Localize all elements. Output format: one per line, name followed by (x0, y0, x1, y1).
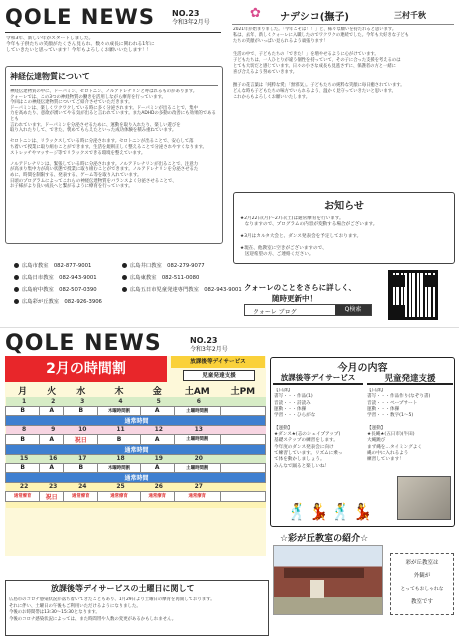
after-school-line: 基礎ステップの練習をします。 (274, 438, 338, 444)
day-header: 木 (114, 387, 124, 397)
child-line: 【日課】 (367, 388, 386, 393)
schedule-cell (220, 491, 265, 501)
issue-info-top (172, 9, 210, 27)
notice-line: ★現在、他教室に空きがございますので、 (240, 246, 327, 251)
schedule-cell: 通常療育 (6, 491, 40, 501)
schedule-cell: A (40, 406, 64, 415)
article-line: お子様がより良い成長へと繋がるように療育を行っています。 (10, 184, 133, 190)
staff-line: 喜び合えるよう努めていきます。 (233, 70, 298, 76)
notice-line: なりますので、プログラムの内容が変動する場合がございます。 (240, 222, 378, 227)
date-number: 13 (194, 426, 203, 433)
after-school-body (274, 388, 364, 488)
day-header: 月 (18, 387, 28, 397)
article-line: 言われています。ドーパミンを分泌させるために、運動を取り入れたり、楽しい遊びを (10, 122, 181, 128)
article-line: ち着いて授業に取り組むことができます。生活を規則正しく整えることで分泌されやすくなります。 (10, 144, 207, 150)
intro-box (390, 553, 454, 615)
article-title: 神経伝達物質について (10, 72, 90, 81)
child-line: 音読・・・ぺープサート (367, 400, 418, 406)
day-header: 火 (47, 387, 57, 397)
after-school-line: 【日課】 (274, 388, 293, 393)
after-school-line: ★ダンス★(志のシェイプアップ) (274, 432, 341, 438)
after-school-title: 放課後等デイサービス (273, 372, 363, 385)
schedule-cell: B (6, 434, 40, 444)
schedule-cell: B (6, 463, 40, 472)
schedule-cell: 木曜時間割 (98, 463, 140, 472)
intro-line: とってもおしゃれな (400, 587, 444, 592)
date-number: 8 (22, 426, 27, 433)
date-number (220, 482, 265, 491)
month-box (270, 357, 455, 527)
child-line: 【運動】 (367, 425, 386, 431)
flower-icon: ✿ (250, 6, 261, 21)
saturday-line: 広島市のコロナ感染状況が落ち着いてきたこともあり、1月29日より土曜日の療育を再開しております。 (9, 597, 215, 602)
schedule-cell: 通常療育 (98, 491, 140, 501)
date-number (220, 454, 265, 463)
intro-line: 外観が (413, 573, 431, 579)
classroom-photo (273, 545, 383, 615)
page-fold (0, 327, 459, 328)
contact-item: 広島府中教室 082-507-0390 (14, 286, 97, 295)
saturday-title: 放課後等デイサービスの土曜日に関して (51, 584, 195, 593)
article-box (5, 66, 223, 244)
greeting (6, 36, 220, 56)
date-number: 11 (116, 426, 125, 433)
notice-line: ★2月22日(月)〜27日(土)は通常療育を行います。 (240, 216, 344, 221)
follow-line2: 随時更新中！ (272, 294, 317, 303)
schedule-cell: 通常療育 (64, 491, 98, 501)
schedule-cell (220, 406, 265, 415)
date-number: 16 (49, 455, 58, 462)
article-body (10, 89, 218, 239)
saturday-box (5, 580, 269, 636)
greeting-line: 令和3年、新しい年がスタートしました。 (6, 36, 94, 41)
child-body (367, 388, 453, 468)
date-number: 2 (51, 397, 56, 405)
child-line: まず縄を…タイミングよく (367, 444, 422, 450)
contact-item: 広島東教室 082-511-0080 (122, 274, 199, 283)
article-line: 日頃のプログラムによってこれらの神経伝達物質をバランスよく分泌させることで、 (10, 178, 177, 184)
notice-title: お知らせ (324, 201, 364, 212)
saturday-line: 今後のお時間帯は13:30〜15:30となります。 (9, 610, 100, 616)
blog-searchbar[interactable] (244, 304, 372, 316)
schedule-cell: A (40, 463, 64, 472)
search-button[interactable]: Q検索 (335, 305, 371, 315)
date-number: 27 (194, 483, 203, 490)
staff-line: これからもよろしくお願いいたします。 (233, 95, 310, 101)
greeting-line: 今年も子供たちの笑顔がたくさん見られ、数々の成長に関われる1年に (6, 42, 155, 47)
after-school-line: 運動・・・体操 (274, 406, 307, 412)
contact-item: 広島井口教室 082-279-9077 (122, 262, 205, 271)
date-number: 22 (19, 483, 29, 490)
schedule-cell: B (64, 463, 98, 472)
contact-item: 広島日市教室 082-943-9001 (14, 274, 97, 283)
time-band: 通常時間 (6, 415, 266, 425)
day-header: 水 (76, 387, 86, 397)
service-sub: 児童発達支援 (183, 370, 255, 381)
issue-date: 令和3年2月号 (172, 19, 210, 26)
time-band: 通常時間 (6, 472, 266, 482)
calendar-title: 2月の時間割 (5, 356, 167, 382)
schedule-cell: A (140, 463, 174, 472)
after-school-line: 音読・・・詩読み (274, 400, 311, 406)
child-title: 児童発達支援 (367, 372, 453, 385)
intro-title: ☆彩が丘教室の紹介☆ (280, 534, 369, 544)
intro-line: 教室です (410, 599, 433, 605)
article-line: ノルアドレナリンは、緊張している時に分泌されます。ノルアドレナリンが出ることで、注意力 (10, 161, 199, 167)
jumprope-photo (397, 476, 451, 520)
dancers-illustration-icon: 🕺 💃 🕺 💃 (287, 502, 373, 521)
staff-title: ナデシコ(撫子) (280, 12, 349, 23)
child-line: ★長縄★(五日市)(牛田) (367, 432, 415, 438)
staff-rule (232, 24, 454, 25)
date-number: 1 (22, 397, 27, 405)
follow-line1: クォーレのことをさらに詳しく、 (244, 283, 356, 292)
day-header: 金 (152, 387, 162, 397)
article-divider (10, 85, 218, 86)
article-line: セロトニンは、リラックスしている時に分泌されます。セロトニンが出ることで、安心して落 (10, 139, 194, 145)
masthead-bottom: QOLE NEWS (5, 331, 162, 356)
notice-box (233, 192, 455, 264)
article-line: 力を高めたり、意欲が湧いてやる気が出ると言われています。またADHDの多動の改善にも効果的であるとも (10, 111, 216, 122)
schedule-cell: 土曜時間割 (174, 463, 220, 472)
schedule-cell: B (64, 406, 98, 415)
child-line: 練習しています！ (367, 457, 404, 463)
staff-body (233, 27, 453, 189)
staff-line: 2021年が始まりました。「今年こそは！！」と、様々な願いを持たれると思います。 (233, 27, 397, 32)
issue-info-bottom (190, 336, 228, 354)
schedule-cell: 木曜時間割 (98, 406, 140, 415)
schedule-cell: 祝日 (40, 491, 64, 501)
qr-code-icon[interactable] (388, 270, 438, 320)
staff-line: 撫子の花言葉は「純粋な愛」「無邪気」。子どもたちの純粋な笑顔に毎日癒されています。 (233, 82, 405, 88)
contact-item: 広島五日市児童発達専門教室 082-943-9001 (122, 286, 242, 295)
schedule-cell (220, 463, 265, 472)
contact-list (14, 262, 242, 320)
staff-author: 三村千秋 (394, 11, 426, 20)
issue-date: 令和3年2月号 (190, 346, 228, 353)
contact-item: 広島市教室 082-877-9001 (14, 262, 91, 271)
calendar (5, 356, 266, 556)
day-header: 土AM (184, 387, 210, 397)
date-number: 25 (116, 483, 125, 490)
staff-header (232, 6, 454, 22)
date-number (220, 425, 265, 434)
schedule-cell: 土曜時間割 (174, 434, 220, 444)
after-school-line: て練習しています。リズムに乗っ (274, 450, 343, 456)
staff-line: たちの笑顔がいっぱい見られるよう頑張ります！ (233, 39, 328, 45)
date-number: 10 (78, 426, 87, 433)
schedule-cell: A (40, 434, 64, 444)
child-line: 運動・・・体操 (367, 406, 400, 412)
saturday-line: 今後のコロナ感染状況によっては、また時間帯や人数の変更があるかもしれません。 (9, 616, 177, 622)
child-line: 書写・・・作品作り(なぞり書) (367, 394, 431, 400)
after-school-line: 書写・・・作品(1) (274, 394, 313, 400)
date-number: 4 (118, 397, 123, 405)
date-number: 9 (51, 426, 56, 433)
article-line: 今回はこの神経伝達物質についてご紹介させていただきます。 (10, 100, 133, 106)
staff-line: とても大切だと感じています。日々の小さな成長も見逃さずに、保護者の方と一緒に (233, 64, 396, 70)
staff-line: 私は、去年、新しくクォーレに入職したのでワクワクの連続でした。今年も大好きな子ども (233, 33, 409, 39)
schedule-cell: A (140, 434, 174, 444)
time-band: 通常時間 (6, 444, 266, 454)
after-school-line: 【運動】 (274, 425, 293, 431)
date-number: 5 (156, 397, 161, 405)
blog-label: クォーレ ブログ (253, 309, 297, 316)
article-line: クォーレでは、この3つの神経物質の働きを活用しながら療育を行っています。 (10, 94, 166, 100)
date-number: 24 (78, 483, 87, 490)
saturday-line: それに伴い、土曜日の午後もご利用いただけるようになりました。 (9, 603, 141, 609)
schedule-cell (220, 434, 265, 444)
article-line: ドーパミンは、楽しくワクワクしている時に多く分泌されます。ドーパミンが出ることで、集中 (10, 105, 198, 111)
article-line: めに、時間を制限する、発表する、ゲーム等を取り入れています。 (10, 172, 142, 178)
date-number (220, 397, 265, 406)
notice-line: ★3月はカルタ大会と、ダンス発表会を予定しております。 (240, 234, 362, 239)
schedule-cell: 通常療育 (174, 491, 220, 501)
after-school-line: 今年度のダンス発表会に向け (274, 444, 334, 450)
notice-line: 送迎希望の方、ご連絡ください。 (240, 252, 314, 257)
child-line: 大縄跳び (367, 438, 386, 444)
staff-line: 生活の中で、子どもたちの「できた！」を増やせるように心がけています。 (233, 51, 379, 57)
date-number: 18 (116, 455, 125, 462)
date-number: 12 (154, 426, 163, 433)
after-school-line: みんなで踊ると楽しいね！ (274, 463, 330, 469)
contact-item: 広島彩が丘教室 082-926-3906 (14, 298, 102, 307)
month-title: 今月の内容 (337, 363, 388, 374)
staff-line: 子どもたちは、一人ひとりが違う個性を持っていて、その子に合った支援を考えるのは (233, 58, 401, 64)
notice-body (240, 216, 448, 262)
article-line: が高まり集中力が高い状態で授業に取り組むことができます。ノルアドレナリンを分泌させるた (10, 167, 199, 173)
schedule-cell: A (140, 406, 174, 415)
staff-line: どんな時も子どもたちの味方でいられるよう、温かく見守っていきたいと思います。 (233, 89, 396, 95)
date-number: 17 (78, 455, 87, 462)
child-line: 学習・・・数字(1〜5) (367, 413, 414, 419)
schedule-cell: 通常療育 (140, 491, 174, 501)
schedule-cell: 土曜時間割 (174, 406, 220, 415)
masthead-top: QOLE NEWS (5, 5, 155, 29)
masthead-rule (5, 32, 221, 33)
date-number: 19 (154, 455, 163, 462)
schedule-cell: B (98, 434, 140, 444)
article-line: ストレッチやマッサージ等でリラックスできる環境を整えています。 (10, 150, 146, 156)
child-line: 縄の中に入れるよう (367, 450, 409, 456)
day-header: 土PM (230, 387, 256, 397)
schedule-cell: 祝日 (64, 434, 98, 444)
date-number: 15 (19, 455, 29, 462)
after-school-line: 学習・・・ひらがな (274, 413, 316, 419)
date-number: 20 (194, 455, 203, 462)
date-number: 26 (154, 483, 163, 490)
date-number: 6 (196, 397, 201, 405)
issue-no: NO.23 (172, 9, 200, 18)
calendar-table (5, 384, 266, 508)
calendar-grid (5, 384, 266, 508)
article-line: 取り入れたりして、できた、褒めてもらえたといった成功体験を積み重ねています。 (10, 128, 177, 134)
issue-no: NO.23 (190, 336, 218, 345)
intro-line: 彩が丘教室は (405, 560, 439, 566)
date-number: 3 (80, 397, 85, 405)
greeting-line: していきたいと思っています！今年もよろしくお願いいたします！！ (6, 48, 152, 53)
date-number: 23 (49, 483, 58, 490)
article-line: 神経伝達物質の中に、ドーパミン、セロトニン、ノルアドレナリンと呼ばれるものがあります。 (10, 89, 198, 94)
saturday-body (9, 597, 265, 635)
service-title: 放課後等デイサービス (171, 356, 265, 368)
after-school-line: て体を動かしましょう。 (274, 457, 325, 463)
schedule-cell: B (6, 406, 40, 415)
